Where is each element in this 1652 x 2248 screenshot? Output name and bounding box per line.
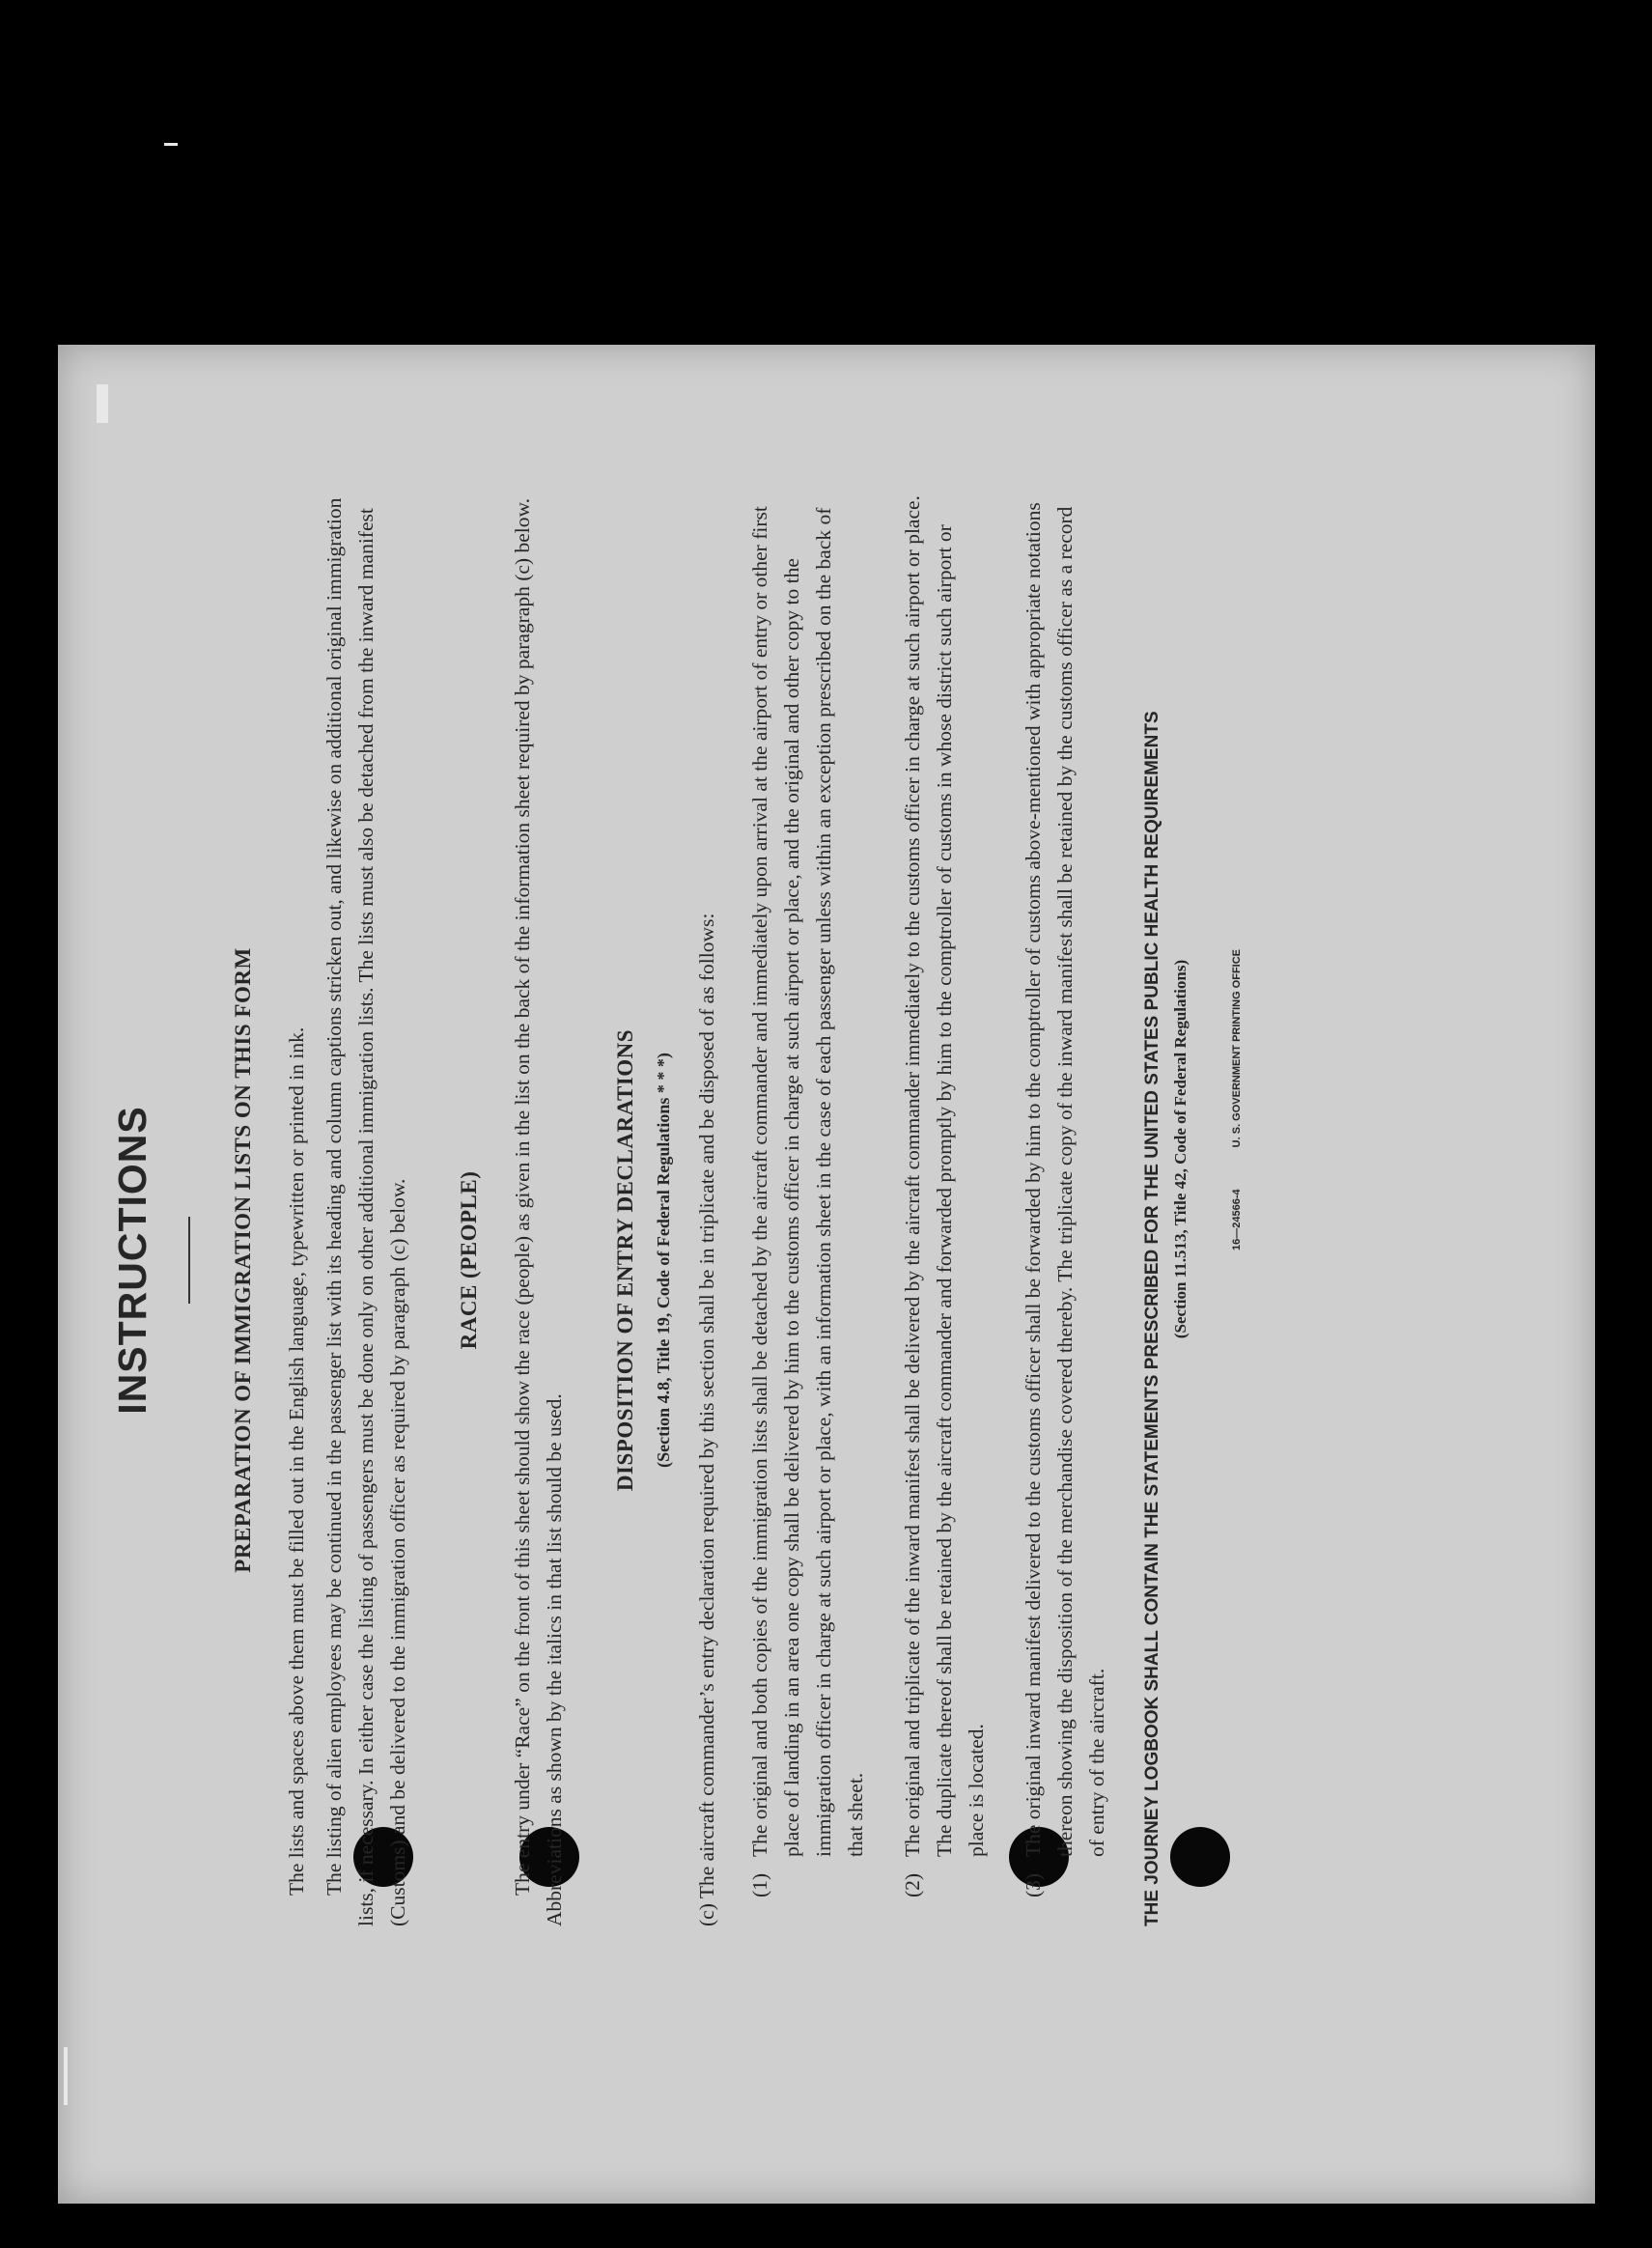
scan-artifact — [64, 2047, 68, 2105]
item-number: (1) — [748, 1872, 771, 1897]
item-text: The original and triplicate of the inward manifest shall be delivered by the aircraft commander immediately to the customs officer in charge at such airport or place. The duplicate thereof shall be retained by the aircraft commander and forwarded promptly by him to the comptroller of customs in whose district such airport or place is located. — [901, 495, 988, 1857]
item-number: (3) — [1022, 1872, 1045, 1897]
scan-artifact — [164, 143, 178, 146]
list-item — [897, 488, 993, 1897]
paragraph: The lists and spaces above them must be filled out in the English language, typewritten or printed in ink. — [285, 1026, 308, 1896]
paragraph: The entry under “Race” on the front of this sheet should show the race (people) as given in the list on the back of the information sheet required by paragraph (c) below. Abbreviations as shown by the italics in that list should be used. — [511, 498, 566, 1926]
list-item — [1018, 488, 1113, 1897]
section-heading-race: RACE (PEOPLE) — [457, 1170, 481, 1350]
final-reference: (Section 11.513, Title 42, Code of Federal Regulations) — [1171, 959, 1190, 1339]
list-item — [744, 488, 872, 1897]
page-title: INSTRUCTIONS — [110, 1106, 154, 1415]
title-divider — [188, 1217, 190, 1304]
item-number: (2) — [901, 1872, 924, 1897]
printer-footer — [1231, 488, 1243, 1926]
scan-artifact — [97, 384, 108, 423]
section-heading-preparation: PREPARATION OF IMMIGRATION LISTS ON THIS FORM — [231, 947, 255, 1573]
section-subheading: (Section 4.8, Title 19, Code of Federal Regulations * * *) — [654, 1053, 673, 1468]
item-text: The original and both copies of the immigration lists shall be detached by the aircraft commander and immediately upon arrival at the airport of entry or other first place of landing in an area one copy shall be delivered by him to the customs officer in charge at such airport or place, and the original and other copy to the immigration officer in charge at such airport or place, with an information sheet in the case of each passenger unless within an exception prescribed on the back of that sheet. — [748, 506, 867, 1857]
final-statement: THE JOURNEY LOGBOOK SHALL CONTAIN THE STATEMENTS PRESCRIBED FOR THE UNITED STATES PUBLIC HEALTH REQUIREMENTS — [1142, 711, 1162, 1926]
section-heading-disposition: DISPOSITION OF ENTRY DECLARATIONS — [613, 1028, 637, 1492]
form-number: 16—24566-4 — [1231, 1189, 1243, 1250]
paragraph: (c) The aircraft commander’s entry declaration required by this section shall be in triplicate and be disposed of as follows: — [695, 913, 718, 1926]
paragraph: The listing of alien employees may be continued in the passenger list with its heading and column captions stricken out, and likewise on additional original immigration lists, if necessary. In either case the listing of passengers must be done only on other additional immigration lists. The lists must also be detached from the inward manifest (Customs) and be delivered to the immigration officer as required by paragraph (c) below. — [322, 497, 409, 1926]
rotated-content — [83, 352, 1570, 2168]
item-text: The original inward manifest delivered to the customs officer shall be forwarded by him to the comptroller of customs above-mentioned with appropriate notations thereon showing the disposition of the merchandise covered thereby. The triplicate copy of the inward manifest shall be retained by the customs officer as a record of entry of the aircraft. — [1022, 502, 1108, 1857]
printer-name: U. S. GOVERNMENT PRINTING OFFICE — [1231, 948, 1243, 1148]
